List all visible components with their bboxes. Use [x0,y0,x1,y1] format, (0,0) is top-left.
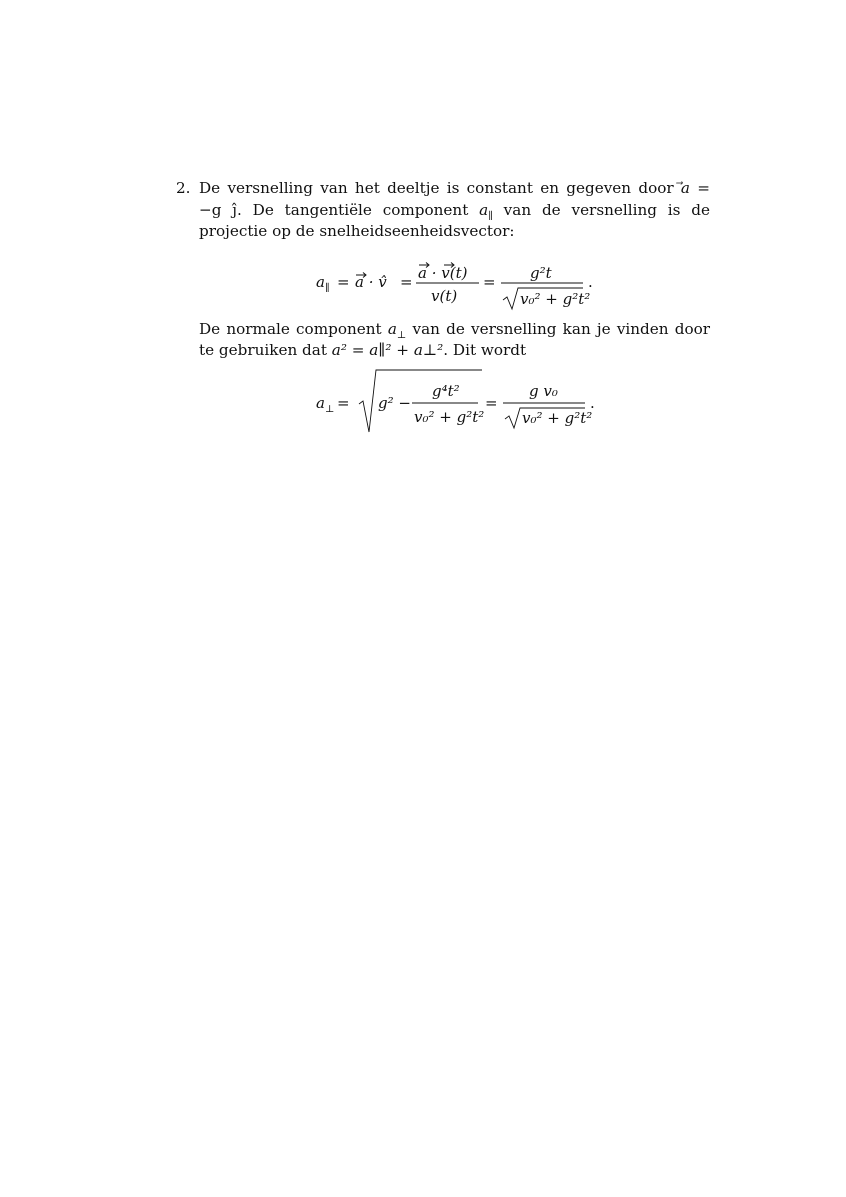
eq1-period: . [588,272,593,291]
eq1-lhs: a [316,272,325,291]
eq1-term1: a · v̂ [355,272,387,291]
eq1-equals-1: = [337,272,350,291]
exercise-item-2 [176,178,710,432]
eq2-period: . [590,393,595,412]
acceleration-equation: = −g ĵ. [199,179,711,219]
eq1-frac1-den: v(t) [431,286,458,305]
eq1-frac1-num: a · v(t) [418,263,468,282]
paragraph-tangential [199,178,710,243]
eq1-frac2-den: v₀² + g²t² [520,289,591,308]
eq2-frac2-num: g v₀ [529,381,558,400]
eq2-sqrt-g: g² − [378,393,411,412]
eq2-equals-2: = [485,393,498,412]
a-parallel-symbol: $a_\parallel$ [479,200,493,222]
vector-a-symbol: a [680,179,690,197]
text-segment: De versnelling van het deeltje is constant en gegeven door [199,179,681,197]
a-perp-symbol: $a_\perp$ [387,319,407,341]
eq2-frac1-den: v₀² + g²t² [414,407,485,426]
eq2-lhs-sub: ⊥ [325,403,335,415]
equation-tangential-svg [176,243,710,319]
equation-tangential [176,243,710,319]
text-segment: De tangentiële component [241,200,480,219]
eq2-frac1-num: g⁴t² [432,381,460,400]
eq1-frac2-num: g²t [530,263,552,282]
equation-normal-svg [176,362,710,432]
pythagoras-relation: a² = a∥² + a⊥² [331,341,444,360]
eq1-equals-3: = [483,272,496,291]
paragraph-normal [199,319,710,362]
eq2-frac2-den: v₀² + g²t² [522,408,593,427]
item-number: 2. [176,179,191,197]
eq2-lhs: a [316,393,325,412]
text-segment: van de versnelling is de projectie op de snelheidseenheidsvector: [199,200,710,241]
equation-normal [176,362,710,432]
eq2-equals-1: = [337,393,350,412]
text-segment: De normale component [199,319,388,338]
eq1-lhs-sub: ∥ [325,282,330,294]
text-segment: . Dit wordt [443,341,527,360]
text-segment: van de versnelling kan je vinden door te gebruiken dat [199,319,710,360]
eq1-equals-2: = [400,272,413,291]
